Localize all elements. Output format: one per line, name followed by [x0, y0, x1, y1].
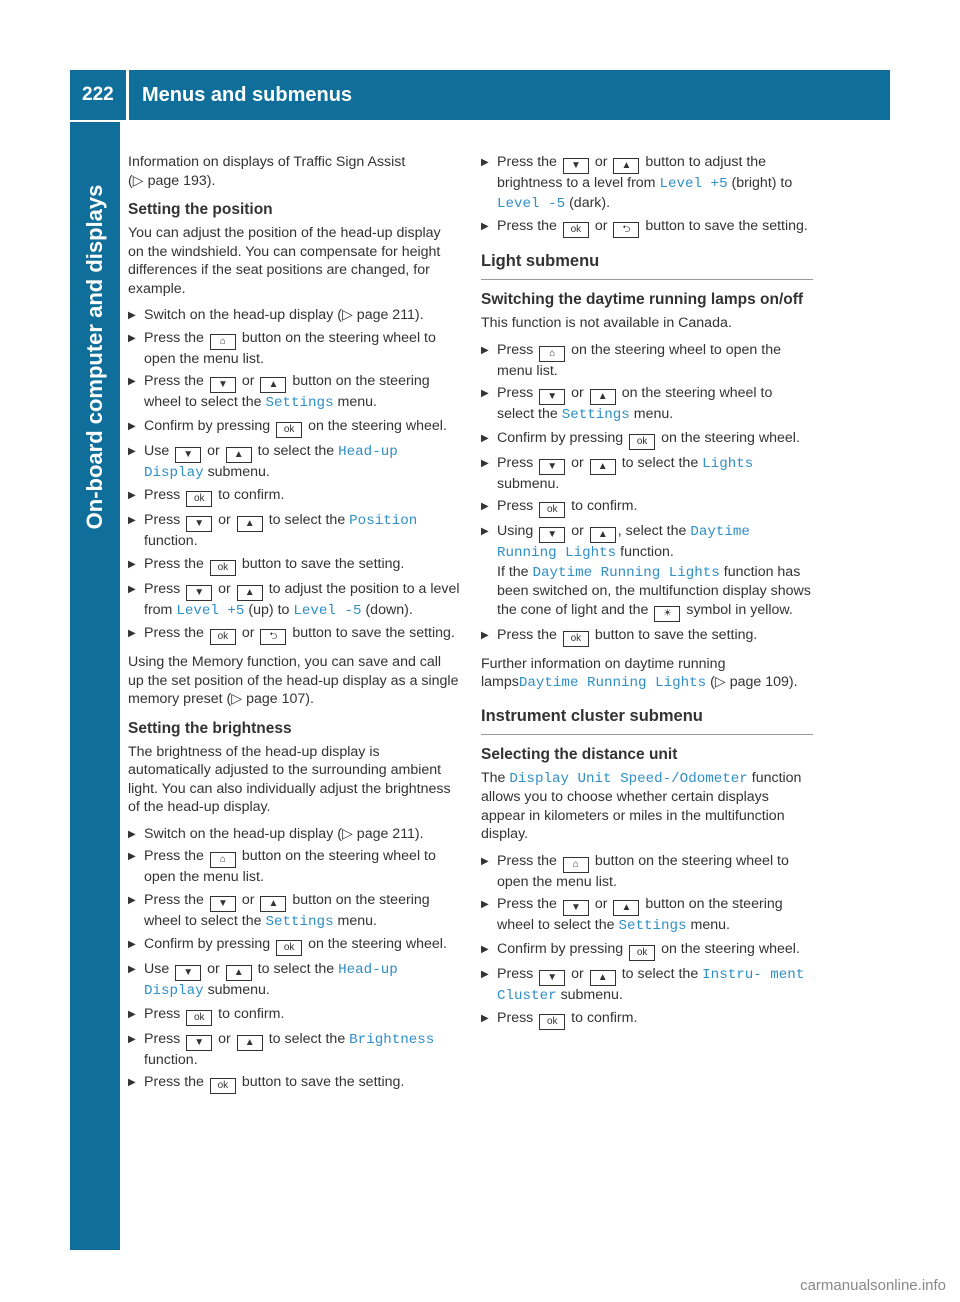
- list-item: [128, 417, 460, 438]
- text-run: Press the: [497, 218, 557, 234]
- text-run: or: [241, 625, 255, 641]
- list-item: [128, 1030, 460, 1070]
- text-run: submenu.: [560, 986, 623, 1003]
- list-item: [481, 429, 813, 450]
- down-key-icon: ▼: [210, 377, 236, 393]
- menu-name: Settings: [618, 918, 687, 934]
- text-run: or: [218, 1030, 231, 1047]
- down-key-icon: ▼: [210, 896, 236, 912]
- text-run: on the steering wheel.: [661, 429, 800, 446]
- up-key-icon: ▲: [590, 389, 616, 405]
- daytime-steps: [481, 341, 813, 647]
- up-key-icon: ▲: [590, 459, 616, 475]
- text-run: or: [571, 523, 584, 539]
- text-run: or: [241, 891, 255, 908]
- distance-steps: [481, 852, 813, 1031]
- ok-key-icon: ok: [186, 1010, 212, 1026]
- text-run: Use: [144, 961, 170, 977]
- up-key-icon: ▲: [237, 585, 263, 601]
- header-divider: [126, 70, 129, 120]
- ok-key-icon: ok: [629, 434, 655, 450]
- text-run: or: [218, 580, 231, 597]
- list-item: [128, 555, 460, 576]
- home-key-icon: ⌂: [210, 334, 236, 350]
- section-heading-light: Light submenu: [481, 250, 813, 280]
- page-title: Menus and submenus: [142, 84, 353, 106]
- list-item: [128, 624, 460, 645]
- up-key-icon: ▲: [613, 158, 639, 174]
- ok-key-icon: ok: [563, 222, 589, 238]
- menu-name: Head-up Display: [144, 443, 398, 481]
- text-run: or: [241, 373, 255, 389]
- text-run: button to save the setting.: [594, 626, 758, 643]
- text-run: to confirm.: [571, 1010, 638, 1026]
- menu-name: Daytime Running Lights: [518, 675, 707, 691]
- text-run: to select the: [621, 454, 699, 471]
- down-key-icon: ▼: [563, 158, 589, 174]
- up-key-icon: ▲: [590, 970, 616, 986]
- text-run: (up) to: [248, 601, 290, 618]
- position-paragraph: You can adjust the position of the head-up display on the windshield. You can compensate for height differences if the seat positions are changed, for example.: [128, 225, 441, 297]
- left-column: [128, 153, 460, 1102]
- up-key-icon: ▲: [590, 527, 616, 543]
- text-run: Further information on daytime running lamps: [481, 655, 726, 690]
- up-key-icon: ▲: [613, 900, 639, 916]
- menu-name: Settings: [561, 407, 630, 423]
- text-run: Confirm by pressing: [497, 940, 624, 957]
- menu-name: Instru‐ ment Cluster: [497, 966, 805, 1004]
- ok-key-icon: ok: [210, 560, 236, 576]
- menu-name: Brightness: [349, 1031, 435, 1048]
- text-run: The: [481, 769, 506, 786]
- brightness-steps: [128, 825, 460, 1095]
- text-run: on the steering wheel to open the menu list.: [497, 341, 781, 379]
- text-run: to confirm.: [218, 1005, 285, 1022]
- text-run: or: [594, 154, 608, 170]
- list-item: [481, 153, 813, 213]
- text-run: Press the: [144, 329, 204, 346]
- text-run: to confirm.: [571, 498, 638, 514]
- text-run: (▷ page 109).: [710, 674, 798, 690]
- text-run: or: [218, 512, 231, 528]
- list-item: [128, 1073, 460, 1094]
- menu-name: Level +5: [659, 176, 728, 192]
- list-item: [128, 1005, 460, 1026]
- text-run: (down).: [365, 601, 413, 618]
- text-run: button on the steering wheel to open the menu list.: [497, 852, 789, 890]
- list-item: [128, 511, 460, 551]
- daytime-paragraph: This function is not available in Canada.: [481, 315, 732, 331]
- text-run: on the steering wheel to select the: [497, 385, 773, 422]
- ok-key-icon: ok: [539, 502, 565, 518]
- right-column: [481, 153, 813, 1038]
- text-run: Information on displays of Traffic Sign Assist: [128, 154, 406, 170]
- text-run: , select the: [617, 523, 687, 539]
- text-run: menu.: [690, 917, 730, 933]
- list-item: [481, 522, 813, 622]
- text-run: or: [594, 218, 608, 234]
- list-item: [481, 341, 813, 381]
- down-key-icon: ▼: [539, 527, 565, 543]
- chapter-label: On-board computer and displays: [82, 184, 107, 530]
- text-run: on the steering wheel.: [308, 417, 447, 434]
- text-run: submenu.: [207, 463, 270, 480]
- menu-name: Level -5: [497, 195, 566, 212]
- text-run: Using: [497, 523, 534, 539]
- list-item: [128, 847, 460, 887]
- down-key-icon: ▼: [175, 447, 201, 463]
- text-run: Confirm by pressing: [144, 936, 271, 952]
- text-run: Press: [497, 454, 534, 471]
- text-run: button on the steering wheel to select the: [144, 891, 430, 929]
- text-run: submenu.: [207, 982, 270, 998]
- down-key-icon: ▼: [175, 965, 201, 981]
- text-run: button on the steering wheel to select the: [497, 896, 783, 933]
- ok-key-icon: ok: [276, 940, 302, 956]
- ok-key-icon: ok: [210, 629, 236, 645]
- down-key-icon: ▼: [186, 585, 212, 601]
- list-item: [128, 329, 460, 369]
- brightness-steps-continued: [481, 153, 813, 238]
- text-run: function.: [144, 533, 198, 549]
- text-run: function has been switched on, the multifunction display shows the cone of light and the: [497, 563, 811, 618]
- text-run: to select the: [621, 965, 699, 982]
- list-item: [128, 580, 460, 621]
- list-item: [128, 935, 460, 956]
- down-key-icon: ▼: [563, 900, 589, 916]
- ok-key-icon: ok: [563, 631, 589, 647]
- list-item: [481, 852, 813, 892]
- text-run: on the steering wheel.: [308, 936, 447, 952]
- list-item: [481, 454, 813, 494]
- text-run: Press the: [144, 1074, 204, 1090]
- section-heading-instrument: Instrument cluster submenu: [481, 705, 813, 735]
- list-item: ▶ Switch on the head-up display (▷ page 211).: [128, 825, 460, 844]
- list-item: [128, 372, 460, 413]
- menu-name: Lights: [702, 455, 754, 472]
- text-run: Press: [497, 385, 534, 401]
- text-run: Press: [144, 1005, 181, 1022]
- ok-key-icon: ok: [186, 491, 212, 507]
- home-key-icon: ⌂: [539, 346, 565, 362]
- home-key-icon: ⌂: [210, 852, 236, 868]
- text-run: If the: [497, 563, 529, 580]
- text-run: Press: [144, 580, 181, 597]
- ok-key-icon: ok: [629, 945, 655, 961]
- menu-name: Position: [349, 513, 418, 529]
- subsection-heading-distance: Selecting the distance unit: [481, 745, 678, 763]
- list-item: [128, 442, 460, 483]
- up-key-icon: ▲: [237, 1035, 263, 1051]
- text-run: menu.: [633, 406, 674, 422]
- page-number: 222: [82, 84, 114, 105]
- section-heading-brightness: Setting the brightness: [128, 719, 292, 737]
- text-run: function.: [620, 544, 674, 560]
- back-key-icon: ⮌: [613, 222, 639, 238]
- text-run: Use: [144, 442, 170, 459]
- ok-key-icon: ok: [210, 1078, 236, 1094]
- list-item: [128, 891, 460, 932]
- menu-name: Level -5: [293, 602, 362, 619]
- menu-name: Settings: [265, 395, 334, 411]
- intro-paragraph: [128, 153, 460, 190]
- up-key-icon: ▲: [260, 377, 286, 393]
- menu-name: Head-up Display: [144, 962, 398, 999]
- text-run: or: [571, 385, 584, 401]
- side-tab-label: [70, 122, 120, 592]
- position-steps: [128, 306, 460, 645]
- text-run: to confirm.: [218, 487, 285, 503]
- text-run: menu.: [337, 394, 377, 410]
- text-run: to select the: [257, 442, 335, 459]
- list-item: [481, 940, 813, 961]
- section-heading-position: Setting the position: [128, 201, 273, 218]
- text-run: (bright) to: [731, 175, 793, 191]
- down-key-icon: ▼: [539, 970, 565, 986]
- text-run: Press the: [144, 848, 204, 864]
- text-run: button on the steering wheel to open the menu list.: [144, 848, 436, 885]
- light-symbol-icon: ☀: [654, 606, 680, 622]
- back-key-icon: ⮌: [260, 629, 286, 645]
- up-key-icon: ▲: [226, 447, 252, 463]
- menu-name: Level +5: [176, 602, 245, 619]
- text-run: Press the: [144, 373, 204, 389]
- text-run: button to save the setting.: [241, 1074, 405, 1090]
- brightness-paragraph: The brightness of the head-up display is automatically adjusted to the surrounding ambient light. You can also individually adjust the brightness of the head-up display.: [128, 743, 451, 815]
- list-item: [481, 965, 813, 1006]
- up-key-icon: ▲: [237, 516, 263, 532]
- text-run: button to save the setting.: [241, 555, 405, 572]
- memory-paragraph: Using the Memory function, you can save and call up the set position of the head-up display as a single memory preset (▷ page 107).: [128, 654, 459, 707]
- text-run: or: [571, 965, 584, 982]
- text-run: or: [594, 896, 608, 912]
- list-item: [128, 960, 460, 1001]
- text-run: Confirm by pressing: [144, 417, 271, 434]
- menu-name: Settings: [265, 913, 334, 930]
- text-run: to select the: [268, 512, 346, 528]
- text-run: Press the: [497, 626, 557, 643]
- text-run: function allows you to choose whether certain displays appear in kilometers or miles in the multifunction display.: [481, 769, 802, 842]
- text-run: Press: [144, 1030, 181, 1047]
- subsection-heading-daytime: Switching the daytime running lamps on/off: [481, 291, 804, 308]
- text-run: to select the: [257, 961, 335, 977]
- text-run: to select the: [268, 1030, 346, 1047]
- text-run: Press the: [144, 625, 204, 641]
- menu-name: Display Unit Speed-/Odometer: [509, 770, 748, 787]
- list-item: [481, 384, 813, 425]
- text-run: to adjust the position to a level from: [144, 580, 460, 618]
- list-item: [481, 1009, 813, 1030]
- list-item: [481, 626, 813, 647]
- text-run: button to save the setting.: [292, 625, 455, 641]
- home-key-icon: ⌂: [563, 857, 589, 873]
- text-run: Press: [497, 1010, 534, 1026]
- text-run: Press the: [144, 891, 204, 908]
- ok-key-icon: ok: [276, 422, 302, 438]
- text-run: function.: [144, 1051, 198, 1068]
- up-key-icon: ▲: [260, 896, 286, 912]
- text-run: or: [207, 961, 220, 977]
- down-key-icon: ▼: [186, 516, 212, 532]
- ok-key-icon: ok: [539, 1014, 565, 1030]
- further-info-paragraph: [481, 655, 813, 693]
- text-run: submenu.: [497, 475, 560, 492]
- text-run: Press the: [144, 555, 204, 572]
- down-key-icon: ▼: [539, 389, 565, 405]
- text-run: symbol in yellow.: [686, 601, 793, 618]
- text-run: or: [207, 442, 220, 459]
- text-run: Press: [497, 341, 534, 358]
- text-run: Press: [144, 487, 181, 503]
- text-run: button on the steering wheel to select the: [144, 373, 430, 410]
- text-run: Press the: [497, 852, 557, 869]
- distance-paragraph: [481, 769, 813, 844]
- text-run: menu.: [337, 912, 377, 929]
- menu-name: Daytime Running Lights: [532, 564, 720, 581]
- list-item: ▶ Switch on the head-up display (▷ page 211).: [128, 306, 460, 325]
- text-run: Confirm by pressing: [497, 429, 624, 446]
- list-item: [481, 895, 813, 936]
- text-run: Press: [497, 965, 534, 982]
- down-key-icon: ▼: [186, 1035, 212, 1051]
- text-run: or: [571, 454, 584, 471]
- text-run: button to adjust the brightness to a level from: [497, 154, 767, 191]
- text-run: Press: [497, 498, 534, 514]
- down-key-icon: ▼: [539, 459, 565, 475]
- page-header: [70, 70, 890, 120]
- menu-name: Daytime Running Lights: [497, 524, 750, 561]
- text-run: (dark).: [569, 194, 611, 211]
- up-key-icon: ▲: [226, 965, 252, 981]
- text-run: (▷ page 193).: [128, 172, 216, 189]
- text-run: Press: [144, 512, 181, 528]
- text-run: button on the steering wheel to open the menu list.: [144, 329, 436, 367]
- text-run: Press the: [497, 154, 557, 170]
- list-item: [481, 497, 813, 518]
- watermark: carmanualsonline.info: [800, 1277, 946, 1294]
- list-item: [128, 486, 460, 507]
- text-run: button to save the setting.: [645, 218, 808, 234]
- text-run: Press the: [497, 896, 557, 912]
- text-run: on the steering wheel.: [661, 940, 800, 957]
- list-item: [481, 217, 813, 238]
